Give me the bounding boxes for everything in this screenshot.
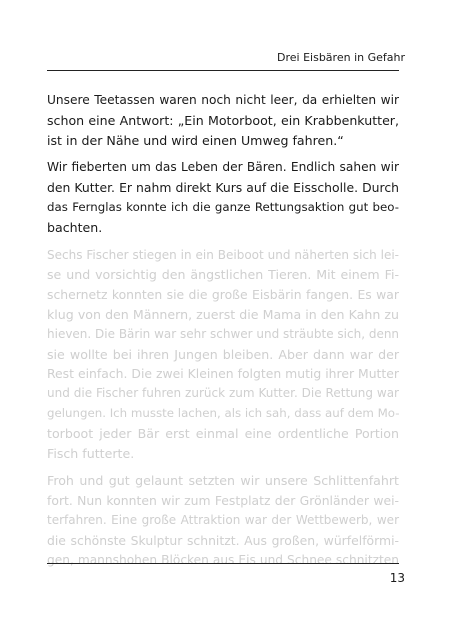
text-line: terfahren. Eine große Attraktion war der Wettbewerb, wer [47,512,399,527]
body-text [47,91,399,578]
text-line: gelungen. Ich musste lachen, als ich sah, dass auf dem Mo- [47,405,400,420]
text-line: Wir fieberten um das Leben der Bären. Endlich sahen wir [47,160,399,175]
paragraph-2 [47,158,399,237]
paragraph-3-faded [47,246,399,464]
text-line: Froh und gut gelaunt setzten wir unsere Schlittenfahrt [47,473,399,489]
text-line: hieven. Die Bärin war sehr schwer und sträubte sich, denn [47,326,400,341]
paragraph-1 [47,91,399,150]
chapter-title: Drei Eisbären in Gefahr [277,51,405,64]
text-line: sie wollte bei ihren Jungen bleiben. Aber dann war der [47,346,399,362]
text-line: das Fernglas konnte ich die ganze Rettungsaktion gut beo- [47,199,399,214]
text-line: schon eine Antwort: „Ein Motorboot, ein Krabbenkutter, [47,112,399,128]
text-line: Unsere Teetassen waren noch nicht leer, da erhielten wir [47,93,399,107]
text-line: bachten. [47,219,103,235]
text-line: se und vorsichtig den ängstlichen Tieren. Mit einem Fi- [47,267,399,283]
text-line: ist in der Nähe und wird einen Umweg fahren.“ [47,132,344,148]
footer-rule [47,563,399,564]
text-line: den Kutter. Er nahm direkt Kurs auf die Eisscholle. Durch [47,180,399,196]
text-line: schernetz konnten sie die große Eisbärin fangen. Es war [47,287,399,303]
text-line: gen, mannshohen Blöcken aus Eis und Schnee schnitzten [47,552,399,567]
text-line: fort. Nun konnten wir zum Festplatz der Grönländer wei- [47,493,399,509]
page-number: 13 [389,571,405,585]
text-line: die schönste Skulptur schnitzt. Aus großen, würfelförmi- [47,532,399,548]
text-line: Fisch futterte. [47,445,135,461]
text-line: Sechs Fischer stiegen in ein Beiboot und näherten sich lei- [47,247,399,262]
paragraph-4-faded [47,471,399,570]
text-line: Rest einfach. Die zwei Kleinen folgten mutig ihrer Mutter [47,366,399,382]
header-rule [47,70,399,71]
text-line: torboot jeder Bär erst einmal eine ordentliche Portion [47,425,399,441]
text-line: klug von den Männern, zuerst die Mama in den Kahn zu [47,306,399,322]
text-line: und die Fischer fuhren zurück zum Kutter. Die Rettung war [47,386,399,401]
